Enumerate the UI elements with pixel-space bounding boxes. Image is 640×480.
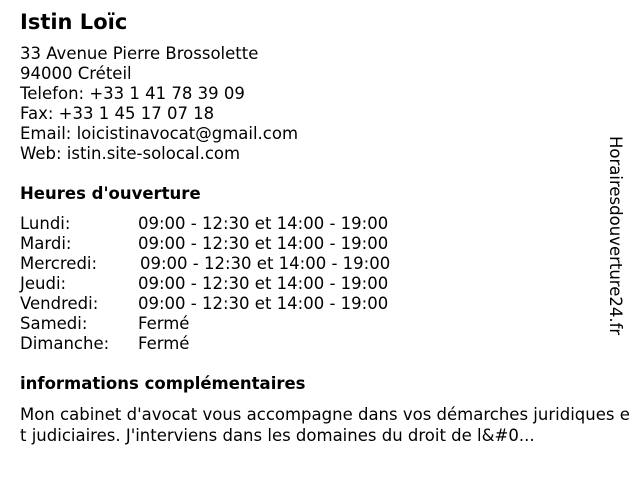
day-label: Samedi: <box>20 314 88 333</box>
phone-number: Telefon: +33 1 41 78 39 09 <box>20 84 245 103</box>
fax-number: Fax: +33 1 45 17 07 18 <box>20 104 215 123</box>
day-hours: 09:00 - 12:30 et 14:00 - 19:00 <box>138 234 389 253</box>
opening-hours-heading: Heures d'ouverture <box>20 184 201 203</box>
contact-block <box>20 44 298 164</box>
day-hours: Fermé <box>138 314 190 333</box>
day-label: Mercredi: <box>20 254 98 273</box>
day-hours: Fermé <box>138 334 190 353</box>
day-label: Dimanche: <box>20 334 110 353</box>
address-city: 94000 Créteil <box>20 64 132 83</box>
day-hours: 09:00 - 12:30 et 14:00 - 19:00 <box>140 254 391 273</box>
email-address: Email: loicistinavocat@gmail.com <box>20 124 299 143</box>
day-label: Lundi: <box>20 214 71 233</box>
address-street: 33 Avenue Pierre Brossolette <box>20 44 259 63</box>
website: Web: istin.site-solocal.com <box>20 144 241 163</box>
day-hours: 09:00 - 12:30 et 14:00 - 19:00 <box>138 274 389 293</box>
day-label: Mardi: <box>20 234 72 253</box>
day-hours: 09:00 - 12:30 et 14:00 - 19:00 <box>138 214 389 233</box>
site-watermark: Horairesdouverture24.fr <box>606 136 625 336</box>
additional-info-text: Mon cabinet d'avocat vous accompagne dans vos démarches juridiques et judiciaires. J'interviens dans les domaines du droit de l&#0... <box>20 405 630 445</box>
additional-info-heading: informations complémentaires <box>20 374 306 393</box>
day-label: Vendredi: <box>20 294 99 313</box>
business-name: Istin Loïc <box>20 10 128 34</box>
day-label: Jeudi: <box>20 274 67 293</box>
day-hours: 09:00 - 12:30 et 14:00 - 19:00 <box>138 294 389 313</box>
